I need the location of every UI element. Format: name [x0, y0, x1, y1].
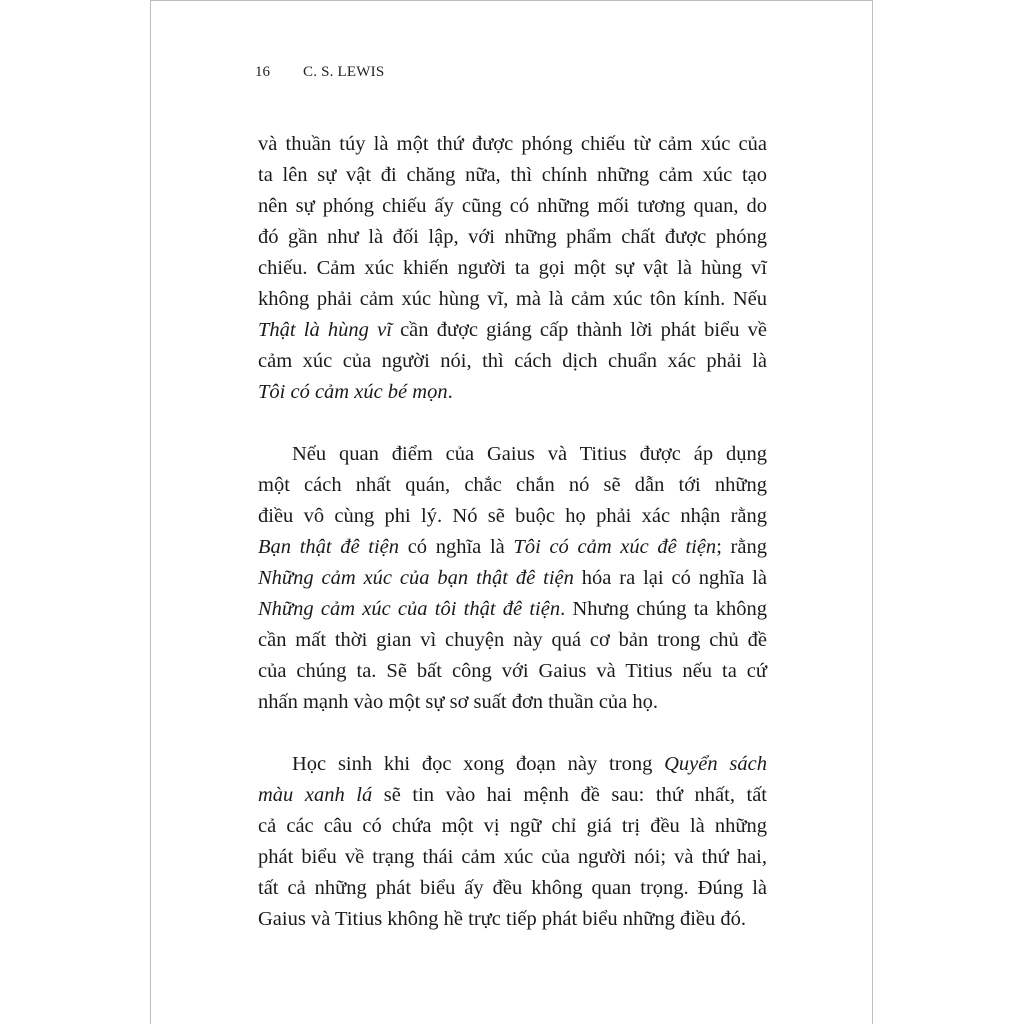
text-line: [258, 439, 767, 470]
italic-text: Thật là hùng vĩ: [258, 319, 392, 341]
text-run: có nghĩa là: [399, 536, 514, 558]
paragraph: [258, 129, 767, 408]
paragraph: [258, 439, 767, 718]
text-line: [258, 346, 767, 377]
text-run: cần mất thời gian vì chuyện này quá cơ bản trong chủ đề: [258, 629, 767, 651]
text-run: Nếu quan điểm của Gaius và Titius được áp dụng: [292, 443, 767, 465]
text-run: chiếu. Cảm xúc khiến người ta gọi một sự vật là hùng vĩ: [258, 257, 767, 279]
text-line: [258, 501, 767, 532]
text-line: [258, 222, 767, 253]
text-run: ; rằng: [716, 536, 767, 558]
italic-text: Quyển sách: [664, 753, 767, 775]
text-run: . Nhưng chúng ta không: [560, 598, 767, 620]
italic-text: Tôi có cảm xúc bé mọn: [258, 381, 448, 403]
text-line: [258, 904, 767, 935]
text-run: cả các câu có chứa một vị ngữ chỉ giá trị đều là những: [258, 815, 767, 837]
text-line: [258, 377, 767, 408]
text-run: không phải cảm xúc hùng vĩ, mà là cảm xúc tôn kính. Nếu: [258, 288, 767, 310]
text-line: [258, 284, 767, 315]
text-line: [258, 315, 767, 346]
text-run: hóa ra lại có nghĩa là: [573, 567, 768, 589]
text-line: [258, 687, 767, 718]
text-line: [258, 563, 767, 594]
text-run: nên sự phóng chiếu ấy cũng có những mối tương quan, do: [258, 195, 767, 217]
text-run: .: [447, 381, 453, 403]
text-run: cần được giáng cấp thành lời phát biểu về: [391, 319, 767, 341]
text-line: [258, 625, 767, 656]
text-run: sẽ tin vào hai mệnh đề sau: thứ nhất, tất: [372, 784, 767, 806]
text-line: [258, 811, 767, 842]
text-run: ta lên sự vật đi chăng nữa, thì chính những cảm xúc tạo: [258, 164, 767, 186]
italic-text: Những cảm xúc của tôi thật đê tiện: [258, 598, 561, 620]
text-run: nhấn mạnh vào một sự sơ suất đơn thuần của họ.: [258, 691, 659, 713]
body-text: [258, 129, 767, 935]
book-page: [150, 0, 873, 1024]
text-line: [258, 129, 767, 160]
text-line: [258, 656, 767, 687]
text-run: cảm xúc của người nói, thì cách dịch chuẩn xác phải là: [258, 350, 767, 372]
text-line: [258, 470, 767, 501]
text-line: [258, 749, 767, 780]
text-line: [258, 594, 767, 625]
running-head: [255, 64, 384, 81]
text-run: đó gần như là đối lập, với những phẩm chất được phóng: [258, 226, 767, 248]
text-run: và thuần túy là một thứ được phóng chiếu từ cảm xúc của: [258, 133, 767, 155]
paragraph-gap: [258, 718, 767, 749]
running-head-author: C. S. LEWIS: [303, 64, 385, 80]
text-line: [258, 253, 767, 284]
text-run: Gaius và Titius không hề trực tiếp phát biểu những điều đó.: [258, 908, 746, 930]
text-run: tất cả những phát biểu ấy đều không quan trọng. Đúng là: [258, 877, 767, 899]
text-run: một cách nhất quán, chắc chắn nó sẽ dẫn tới những: [258, 474, 767, 496]
italic-text: Bạn thật đê tiện: [258, 536, 400, 558]
paragraph: [258, 749, 767, 935]
page-number: 16: [255, 64, 270, 80]
text-run: Học sinh khi đọc xong đoạn này trong: [292, 753, 665, 775]
paragraph-gap: [258, 408, 767, 439]
text-line: [258, 532, 767, 563]
text-line: [258, 842, 767, 873]
text-line: [258, 780, 767, 811]
text-run: của chúng ta. Sẽ bất công với Gaius và Titius nếu ta cứ: [258, 660, 767, 682]
italic-text: màu xanh lá: [258, 784, 373, 806]
text-run: điều vô cùng phi lý. Nó sẽ buộc họ phải xác nhận rằng: [258, 505, 767, 527]
text-line: [258, 873, 767, 904]
italic-text: Tôi có cảm xúc đê tiện: [513, 536, 717, 558]
italic-text: Những cảm xúc của bạn thật đê tiện: [258, 567, 574, 589]
text-line: [258, 191, 767, 222]
text-run: phát biểu về trạng thái cảm xúc của người nói; và thứ hai,: [258, 846, 767, 868]
text-line: [258, 160, 767, 191]
